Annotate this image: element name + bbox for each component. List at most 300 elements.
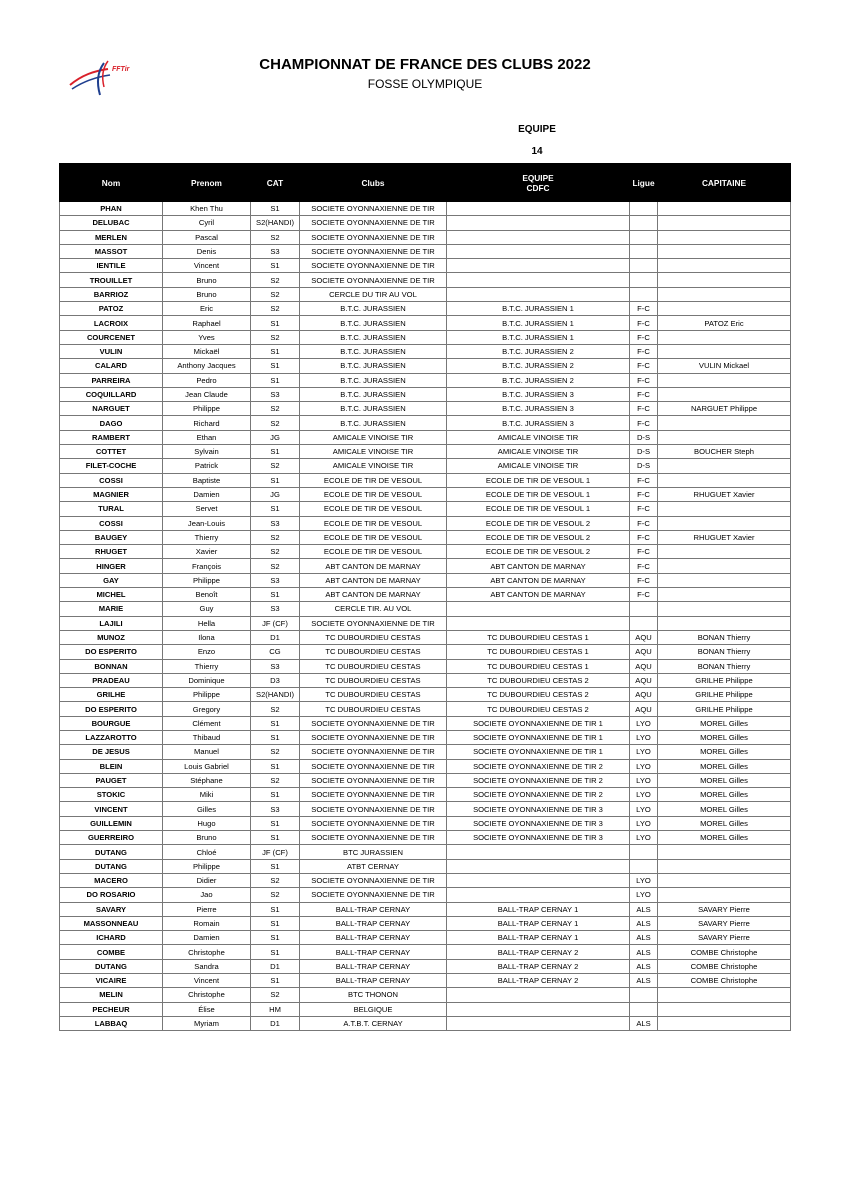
cell-nom: DUTANG — [60, 959, 163, 973]
cell-ligue: ALS — [630, 1016, 658, 1030]
cell-equipe — [447, 259, 630, 273]
cell-capitaine — [658, 373, 791, 387]
cell-cat: S2 — [251, 416, 300, 430]
cell-equipe: B.T.C. JURASSIEN 3 — [447, 387, 630, 401]
cell-nom: DO ESPERITO — [60, 702, 163, 716]
cell-prenom: Miki — [163, 788, 251, 802]
cell-prenom: Damien — [163, 487, 251, 501]
cell-ligue: LYO — [630, 716, 658, 730]
cell-prenom: Philippe — [163, 859, 251, 873]
cell-club: SOCIETE OYONNAXIENNE DE TIR — [300, 244, 447, 258]
cell-equipe: BALL-TRAP CERNAY 1 — [447, 916, 630, 930]
cell-club: B.T.C. JURASSIEN — [300, 330, 447, 344]
cell-club: CERCLE DU TIR AU VOL — [300, 287, 447, 301]
cell-equipe: SOCIETE OYONNAXIENNE DE TIR 2 — [447, 759, 630, 773]
cell-cat: S1 — [251, 202, 300, 216]
cell-ligue: F-C — [630, 344, 658, 358]
cell-capitaine: GRILHE Philippe — [658, 688, 791, 702]
table-header-row — [60, 164, 791, 202]
cell-club: ECOLE DE TIR DE VESOUL — [300, 530, 447, 544]
cell-nom: MASSONNEAU — [60, 916, 163, 930]
cell-nom: GUILLEMIN — [60, 816, 163, 830]
cell-capitaine: BONAN Thierry — [658, 630, 791, 644]
cell-cat: S2 — [251, 530, 300, 544]
table-row — [60, 588, 791, 602]
cell-capitaine — [658, 573, 791, 587]
cell-capitaine — [658, 473, 791, 487]
cell-prenom: Gilles — [163, 802, 251, 816]
cell-prenom: Thierry — [163, 659, 251, 673]
cell-club: AMICALE VINOISE TIR — [300, 459, 447, 473]
table-row — [60, 273, 791, 287]
table-row — [60, 373, 791, 387]
cell-nom: IENTILE — [60, 259, 163, 273]
cell-equipe — [447, 1002, 630, 1016]
cell-nom: COTTET — [60, 445, 163, 459]
cell-cat: S1 — [251, 788, 300, 802]
cell-equipe: B.T.C. JURASSIEN 1 — [447, 302, 630, 316]
cell-cat: S2 — [251, 888, 300, 902]
cell-prenom: Khen Thu — [163, 202, 251, 216]
cell-cat: S1 — [251, 445, 300, 459]
cell-club: BTC THONON — [300, 988, 447, 1002]
cell-capitaine — [658, 545, 791, 559]
cell-equipe — [447, 244, 630, 258]
cell-ligue: F-C — [630, 487, 658, 501]
cell-prenom: Hugo — [163, 816, 251, 830]
cell-nom: MAGNIER — [60, 487, 163, 501]
cell-capitaine: MOREL Gilles — [658, 788, 791, 802]
cell-ligue: F-C — [630, 545, 658, 559]
cell-equipe: B.T.C. JURASSIEN 1 — [447, 316, 630, 330]
cell-club: A.T.B.T. CERNAY — [300, 1016, 447, 1030]
table-row — [60, 759, 791, 773]
cell-ligue: F-C — [630, 530, 658, 544]
cell-ligue: AQU — [630, 702, 658, 716]
cell-club: SOCIETE OYONNAXIENNE DE TIR — [300, 716, 447, 730]
cell-equipe: TC DUBOURDIEU CESTAS 1 — [447, 630, 630, 644]
cell-nom: SAVARY — [60, 902, 163, 916]
cell-capitaine: COMBE Christophe — [658, 974, 791, 988]
table-row — [60, 416, 791, 430]
cell-capitaine — [658, 988, 791, 1002]
cell-cat: S2 — [251, 302, 300, 316]
cell-capitaine — [658, 287, 791, 301]
cell-cat: S2 — [251, 988, 300, 1002]
cell-nom: NARGUET — [60, 402, 163, 416]
cell-capitaine — [658, 387, 791, 401]
cell-ligue — [630, 230, 658, 244]
cell-nom: LACROIX — [60, 316, 163, 330]
cell-nom: DUTANG — [60, 845, 163, 859]
cell-cat: S2 — [251, 773, 300, 787]
cell-prenom: Stéphane — [163, 773, 251, 787]
cell-ligue: LYO — [630, 888, 658, 902]
cell-equipe: TC DUBOURDIEU CESTAS 1 — [447, 659, 630, 673]
cell-prenom: Jean-Louis — [163, 516, 251, 530]
cell-ligue — [630, 244, 658, 258]
table-row — [60, 745, 791, 759]
cell-ligue: F-C — [630, 516, 658, 530]
cell-cat: S2 — [251, 402, 300, 416]
cell-cat: CG — [251, 645, 300, 659]
cell-cat: D1 — [251, 630, 300, 644]
cell-ligue: LYO — [630, 802, 658, 816]
cell-nom: MELIN — [60, 988, 163, 1002]
cell-capitaine: MOREL Gilles — [658, 831, 791, 845]
table-row — [60, 859, 791, 873]
cell-capitaine — [658, 1002, 791, 1016]
cell-cat: S2 — [251, 559, 300, 573]
table-row — [60, 202, 791, 216]
cell-ligue: D-S — [630, 459, 658, 473]
cell-club: BALL-TRAP CERNAY — [300, 931, 447, 945]
table-row — [60, 445, 791, 459]
cell-equipe: ABT CANTON DE MARNAY — [447, 588, 630, 602]
cell-cat: S1 — [251, 831, 300, 845]
participants-table — [59, 163, 791, 1031]
cell-ligue: F-C — [630, 573, 658, 587]
cell-ligue: ALS — [630, 959, 658, 973]
cell-ligue: LYO — [630, 745, 658, 759]
cell-capitaine: MOREL Gilles — [658, 716, 791, 730]
cell-capitaine: PATOZ Eric — [658, 316, 791, 330]
cell-ligue: AQU — [630, 645, 658, 659]
equipe-count: 14 — [531, 146, 543, 157]
cell-nom: VULIN — [60, 344, 163, 358]
cell-nom: DELUBAC — [60, 216, 163, 230]
cell-cat: S1 — [251, 502, 300, 516]
cell-prenom: Vincent — [163, 974, 251, 988]
table-row — [60, 816, 791, 830]
cell-equipe — [447, 888, 630, 902]
cell-equipe: SOCIETE OYONNAXIENNE DE TIR 2 — [447, 773, 630, 787]
cell-prenom: Manuel — [163, 745, 251, 759]
cell-capitaine — [658, 516, 791, 530]
table-row — [60, 516, 791, 530]
cell-prenom: Jean Claude — [163, 387, 251, 401]
cell-prenom: Pedro — [163, 373, 251, 387]
cell-cat: D1 — [251, 1016, 300, 1030]
cell-nom: BARRIOZ — [60, 287, 163, 301]
cell-cat: S2 — [251, 745, 300, 759]
cell-capitaine — [658, 1016, 791, 1030]
cell-cat: JF (CF) — [251, 845, 300, 859]
cell-nom: DAGO — [60, 416, 163, 430]
cell-prenom: Raphael — [163, 316, 251, 330]
cell-nom: DO ESPERITO — [60, 645, 163, 659]
cell-capitaine: BOUCHER Steph — [658, 445, 791, 459]
cell-prenom: Chloé — [163, 845, 251, 859]
cell-cat: S2 — [251, 330, 300, 344]
table-row — [60, 530, 791, 544]
cell-capitaine — [658, 859, 791, 873]
cell-prenom: Yves — [163, 330, 251, 344]
cell-prenom: Christophe — [163, 988, 251, 1002]
cell-club: SOCIETE OYONNAXIENNE DE TIR — [300, 773, 447, 787]
cell-equipe: SOCIETE OYONNAXIENNE DE TIR 1 — [447, 730, 630, 744]
table-row — [60, 259, 791, 273]
table-row — [60, 344, 791, 358]
table-row — [60, 716, 791, 730]
cell-ligue: ALS — [630, 902, 658, 916]
cell-equipe — [447, 216, 630, 230]
cell-capitaine — [658, 873, 791, 887]
cell-cat: S1 — [251, 859, 300, 873]
cell-equipe: ECOLE DE TIR DE VESOUL 2 — [447, 530, 630, 544]
cell-cat: HM — [251, 1002, 300, 1016]
cell-nom: MICHEL — [60, 588, 163, 602]
cell-club: TC DUBOURDIEU CESTAS — [300, 673, 447, 687]
cell-capitaine: SAVARY Pierre — [658, 916, 791, 930]
page-subtitle: FOSSE OLYMPIQUE — [367, 77, 483, 91]
cell-ligue: F-C — [630, 387, 658, 401]
cell-capitaine — [658, 559, 791, 573]
cell-club: SOCIETE OYONNAXIENNE DE TIR — [300, 888, 447, 902]
cell-club: BALL-TRAP CERNAY — [300, 916, 447, 930]
cell-nom: VINCENT — [60, 802, 163, 816]
cell-nom: VICAIRE — [60, 974, 163, 988]
cell-ligue: F-C — [630, 559, 658, 573]
cell-capitaine: MOREL Gilles — [658, 802, 791, 816]
cell-club: B.T.C. JURASSIEN — [300, 344, 447, 358]
cell-capitaine — [658, 302, 791, 316]
cell-capitaine — [658, 459, 791, 473]
cell-club: SOCIETE OYONNAXIENNE DE TIR — [300, 230, 447, 244]
cell-capitaine: COMBE Christophe — [658, 959, 791, 973]
cell-ligue — [630, 216, 658, 230]
cell-capitaine — [658, 888, 791, 902]
cell-nom: BAUGEY — [60, 530, 163, 544]
cell-ligue — [630, 259, 658, 273]
table-row — [60, 702, 791, 716]
cell-ligue — [630, 202, 658, 216]
cell-prenom: Sylvain — [163, 445, 251, 459]
table-row — [60, 402, 791, 416]
cell-ligue: F-C — [630, 416, 658, 430]
cell-prenom: François — [163, 559, 251, 573]
cell-ligue — [630, 859, 658, 873]
cell-capitaine — [658, 230, 791, 244]
cell-cat: S2 — [251, 273, 300, 287]
cell-cat: S1 — [251, 759, 300, 773]
cell-ligue — [630, 287, 658, 301]
cell-capitaine — [658, 502, 791, 516]
cell-capitaine: COMBE Christophe — [658, 945, 791, 959]
cell-club: B.T.C. JURASSIEN — [300, 359, 447, 373]
cell-equipe: ABT CANTON DE MARNAY — [447, 573, 630, 587]
cell-nom: PECHEUR — [60, 1002, 163, 1016]
cell-club: BTC JURASSIEN — [300, 845, 447, 859]
cell-nom: PAUGET — [60, 773, 163, 787]
cell-club: AMICALE VINOISE TIR — [300, 445, 447, 459]
cell-prenom: Pascal — [163, 230, 251, 244]
column-header-nom: Nom — [60, 164, 163, 202]
cell-club: B.T.C. JURASSIEN — [300, 302, 447, 316]
cell-ligue — [630, 616, 658, 630]
cell-nom: MERLEN — [60, 230, 163, 244]
cell-club: SOCIETE OYONNAXIENNE DE TIR — [300, 816, 447, 830]
cell-cat: S2(HANDI) — [251, 216, 300, 230]
cell-prenom: Thibaud — [163, 730, 251, 744]
cell-club: ABT CANTON DE MARNAY — [300, 559, 447, 573]
cell-club: SOCIETE OYONNAXIENNE DE TIR — [300, 745, 447, 759]
cell-prenom: Bruno — [163, 831, 251, 845]
cell-club: TC DUBOURDIEU CESTAS — [300, 688, 447, 702]
cell-club: SOCIETE OYONNAXIENNE DE TIR — [300, 259, 447, 273]
cell-cat: S3 — [251, 516, 300, 530]
cell-nom: HINGER — [60, 559, 163, 573]
cell-ligue: ALS — [630, 931, 658, 945]
cell-club: SOCIETE OYONNAXIENNE DE TIR — [300, 873, 447, 887]
cell-cat: S1 — [251, 316, 300, 330]
cell-club: BALL-TRAP CERNAY — [300, 902, 447, 916]
cell-club: B.T.C. JURASSIEN — [300, 387, 447, 401]
cell-equipe: ECOLE DE TIR DE VESOUL 1 — [447, 487, 630, 501]
cell-ligue — [630, 988, 658, 1002]
cell-equipe: SOCIETE OYONNAXIENNE DE TIR 1 — [447, 745, 630, 759]
cell-cat: S2(HANDI) — [251, 688, 300, 702]
cell-equipe: BALL-TRAP CERNAY 2 — [447, 974, 630, 988]
cell-prenom: Louis Gabriel — [163, 759, 251, 773]
cell-equipe: B.T.C. JURASSIEN 1 — [447, 330, 630, 344]
cell-cat: S3 — [251, 602, 300, 616]
cell-nom: COMBE — [60, 945, 163, 959]
cell-cat: S1 — [251, 716, 300, 730]
table-row — [60, 802, 791, 816]
cell-equipe: SOCIETE OYONNAXIENNE DE TIR 1 — [447, 716, 630, 730]
cell-cat: JG — [251, 430, 300, 444]
cell-club: SOCIETE OYONNAXIENNE DE TIR — [300, 616, 447, 630]
cell-club: ATBT CERNAY — [300, 859, 447, 873]
cell-nom: LAZZAROTTO — [60, 730, 163, 744]
cell-nom: TROUILLET — [60, 273, 163, 287]
cell-prenom: Christophe — [163, 945, 251, 959]
cell-ligue: AQU — [630, 688, 658, 702]
cell-nom: PRADEAU — [60, 673, 163, 687]
cell-club: BELGIQUE — [300, 1002, 447, 1016]
cell-capitaine: BONAN Thierry — [658, 659, 791, 673]
cell-ligue: LYO — [630, 730, 658, 744]
cell-ligue: LYO — [630, 816, 658, 830]
cell-cat: S1 — [251, 259, 300, 273]
cell-equipe: B.T.C. JURASSIEN 2 — [447, 359, 630, 373]
cell-prenom: Pierre — [163, 902, 251, 916]
cell-cat: S1 — [251, 902, 300, 916]
cell-capitaine — [658, 344, 791, 358]
cell-club: SOCIETE OYONNAXIENNE DE TIR — [300, 216, 447, 230]
cell-nom: TURAL — [60, 502, 163, 516]
cell-cat: S1 — [251, 359, 300, 373]
cell-equipe — [447, 859, 630, 873]
cell-equipe — [447, 845, 630, 859]
table-row — [60, 773, 791, 787]
cell-nom: COQUILLARD — [60, 387, 163, 401]
cell-equipe: SOCIETE OYONNAXIENNE DE TIR 2 — [447, 788, 630, 802]
cell-nom: MUNOZ — [60, 630, 163, 644]
cell-cat: S1 — [251, 816, 300, 830]
column-header-prenom: Prenom — [163, 164, 251, 202]
cell-capitaine: BONAN Thierry — [658, 645, 791, 659]
cell-club: ECOLE DE TIR DE VESOUL — [300, 516, 447, 530]
table-row — [60, 788, 791, 802]
cell-nom: LAJILI — [60, 616, 163, 630]
cell-cat: S3 — [251, 387, 300, 401]
cell-capitaine: NARGUET Philippe — [658, 402, 791, 416]
table-row — [60, 659, 791, 673]
cell-equipe: ABT CANTON DE MARNAY — [447, 559, 630, 573]
cell-capitaine — [658, 602, 791, 616]
cell-club: B.T.C. JURASSIEN — [300, 316, 447, 330]
column-header-capitaine: CAPITAINE — [658, 164, 791, 202]
cell-prenom: Guy — [163, 602, 251, 616]
table-row — [60, 287, 791, 301]
cell-capitaine: SAVARY Pierre — [658, 931, 791, 945]
cell-nom: MARIE — [60, 602, 163, 616]
cell-cat: S3 — [251, 659, 300, 673]
cell-equipe: SOCIETE OYONNAXIENNE DE TIR 3 — [447, 802, 630, 816]
cell-club: SOCIETE OYONNAXIENNE DE TIR — [300, 802, 447, 816]
cell-ligue — [630, 273, 658, 287]
cell-cat: S3 — [251, 802, 300, 816]
cell-ligue: ALS — [630, 916, 658, 930]
cell-prenom: Thierry — [163, 530, 251, 544]
cell-equipe: BALL-TRAP CERNAY 1 — [447, 931, 630, 945]
cell-club: CERCLE TIR. AU VOL — [300, 602, 447, 616]
table-row — [60, 387, 791, 401]
cell-ligue: F-C — [630, 402, 658, 416]
cell-cat: S2 — [251, 287, 300, 301]
cell-cat: S2 — [251, 459, 300, 473]
cell-equipe — [447, 202, 630, 216]
cell-nom: BONNAN — [60, 659, 163, 673]
cell-equipe: B.T.C. JURASSIEN 2 — [447, 373, 630, 387]
cell-equipe: SOCIETE OYONNAXIENNE DE TIR 3 — [447, 816, 630, 830]
cell-equipe: AMICALE VINOISE TIR — [447, 459, 630, 473]
cell-cat: S2 — [251, 873, 300, 887]
table-row — [60, 487, 791, 501]
cell-nom: LABBAQ — [60, 1016, 163, 1030]
column-header-ligue: Ligue — [630, 164, 658, 202]
cell-nom: COURCENET — [60, 330, 163, 344]
cell-club: TC DUBOURDIEU CESTAS — [300, 645, 447, 659]
table-row — [60, 931, 791, 945]
cell-cat: S2 — [251, 702, 300, 716]
cell-ligue: LYO — [630, 759, 658, 773]
cell-capitaine — [658, 845, 791, 859]
cell-capitaine: SAVARY Pierre — [658, 902, 791, 916]
table-row — [60, 359, 791, 373]
cell-nom: CALARD — [60, 359, 163, 373]
cell-prenom: Damien — [163, 931, 251, 945]
cell-nom: GAY — [60, 573, 163, 587]
cell-capitaine — [658, 216, 791, 230]
cell-nom: STOKIC — [60, 788, 163, 802]
cell-ligue — [630, 845, 658, 859]
table-row — [60, 630, 791, 644]
cell-club: ECOLE DE TIR DE VESOUL — [300, 502, 447, 516]
cell-ligue: F-C — [630, 588, 658, 602]
cell-nom: BOURGUE — [60, 716, 163, 730]
cell-equipe — [447, 287, 630, 301]
table-row — [60, 730, 791, 744]
cell-prenom: Dominique — [163, 673, 251, 687]
cell-club: BALL-TRAP CERNAY — [300, 974, 447, 988]
table-row — [60, 888, 791, 902]
cell-ligue: ALS — [630, 945, 658, 959]
table-row — [60, 459, 791, 473]
cell-nom: PATOZ — [60, 302, 163, 316]
